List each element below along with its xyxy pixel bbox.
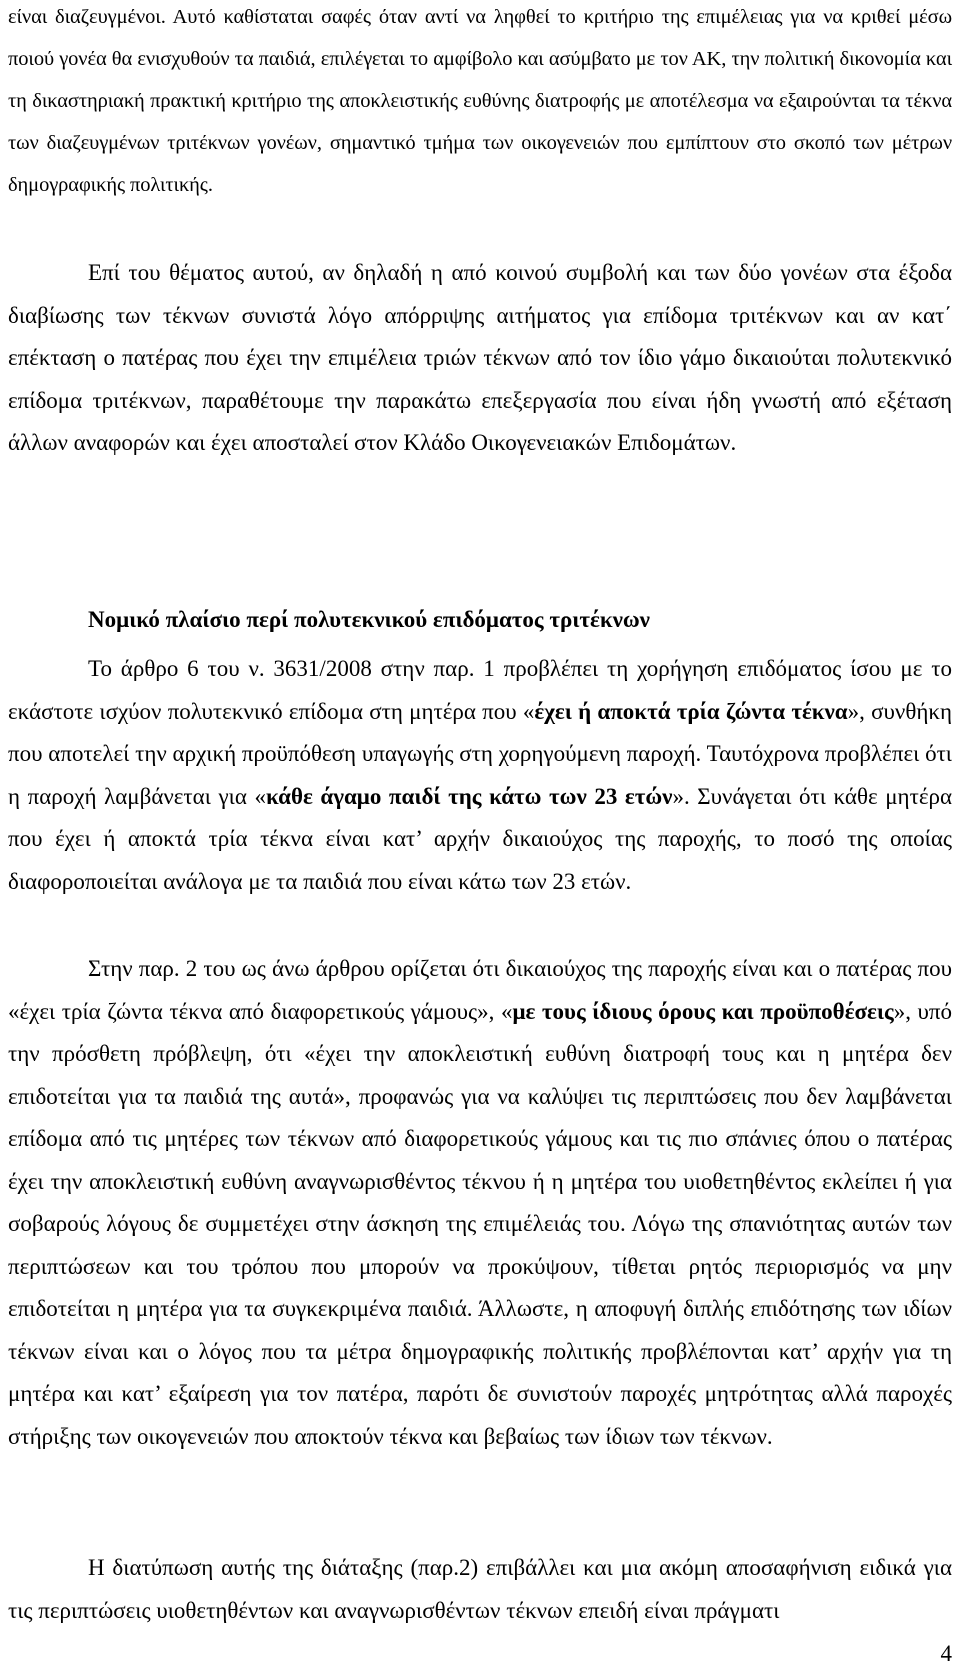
section-heading: Νομικό πλαίσιο περί πολυτεκνικού επιδόματος τριτέκνων — [88, 607, 650, 632]
paragraph-article-6-par-1 — [8, 648, 952, 903]
page-number: 4 — [940, 1641, 952, 1666]
text-run: ». Συνάγεται ότι κάθε μητέρα που έχει ή αποκτά τρία τέκνα είναι κατ’ αρχήν δικαιούχος της παροχής, το ποσό της οποίας διαφοροποιείται ανάλογα με τα παιδιά που είναι κάτω των 23 ετών. — [8, 783, 953, 894]
paragraph-child-support: Επί του θέματος αυτού, αν δηλαδή η από κοινού συμβολή και των δύο γονέων στα έξοδα διαβίωσης των τέκνων συνιστά λόγο απόρριψης αιτήματος για επίδομα τριτέκνων και αν κατ΄ επέκταση ο πατέρας που έχει την επιμέλεια τριών τέκνων από τον ίδιο γάμο δικαιούται πολυτεκνικό επίδομα τριτέκνων, παραθέτουμε την παρακάτω επεξεργασία που είναι ήδη γνωστή από εξέταση άλλων αναφορών και έχει αποσταλεί στον Κλάδο Οικογενειακών Επιδομάτων. — [8, 260, 952, 455]
paragraph-provision-wording: Η διατύπωση αυτής της διάταξης (παρ.2) επιβάλλει και μια ακόμη αποσαφήνιση ειδικά για τις περιπτώσεις υιοθετηθέντων και αναγνωρισθέντων τέκνων επειδή είναι πράγματι — [8, 1555, 952, 1623]
text-run: », συνθήκη που αποτελεί την αρχική προϋπόθεση υπαγωγής στη χορηγούμενη παροχή. Ταυτόχρονα προβλέπει ότι η παροχή λαμβάνεται για « — [8, 698, 952, 809]
text-run: », υπό την πρόσθετη πρόβλεψη, ότι «έχει την αποκλειστική ευθύνη διατροφή τους και η μητέρα δεν επιδοτείται για τα παιδιά της αυτά», προφανώς για να καλύψει τις περιπτώσεις που δεν λαμβάνεται επίδομα από τις μητέρες των τέκνων από διαφορετικούς γάμους και τις πιο σπάνιες όπου ο πατέρας έχει την αποκλειστική ευθύνη αναγνωρισθέντος τέκνου ή η μητέρα του υιοθετηθέντος εκλείπει ή για σοβαρούς λόγους δε συμμετέχει στην άσκηση της επιμέλειάς του. Λόγω της σπανιότητας αυτών των περιπτώσεων και του τρόπου που μπορούν να προκύψουν, τίθεται ρητός περιορισμός να μην επιδοτείται η μητέρα για τα συγκεκριμένα παιδιά. Άλλωστε, η αποφυγή διπλής επιδότησης των ιδίων τέκνων είναι και ο λόγος που τα μέτρα δημογραφικής πολιτικής προβλέπονται κατ’ αρχήν για τη μητέρα και κατ’ εξαίρεση για τον πατέρα, παρότι δε συνιστούν παροχές μητρότητας αλλά παροχές στήριξης των οικογενειών που αποκτούν τέκνα και βεβαίως των ίδιων των τέκνων. — [8, 998, 952, 1449]
paragraph-article-6-par-2 — [8, 948, 952, 1458]
bold-run: με τους ίδιους όρους και προϋποθέσεις — [512, 998, 894, 1024]
bold-run: έχει ή αποκτά τρία ζώντα τέκνα — [534, 698, 848, 724]
text-run: Στην παρ. 2 του ως άνω άρθρου ορίζεται ότι δικαιούχος της παροχής είναι και ο πατέρας που «έχει τρία ζώντα τέκνα από διαφορετικούς γάμους», « — [8, 956, 952, 1024]
paragraph-divorced-parents: είναι διαζευγμένοι. Αυτό καθίσταται σαφές όταν αντί να ληφθεί το κριτήριο της επιμέλειας για να κριθεί μέσω ποιού γονέα θα ενισχυθούν τα παιδιά, επιλέγεται το αμφίβολο και ασύμβατο με τον ΑΚ, την πολιτική δικονομία και τη δικαστηριακή πρακτική κριτήριο της αποκλειστικής ευθύνης διατροφής με αποτέλεσμα να εξαιρούνται τα τέκνα των διαζευγμένων τριτέκνων γονέων, σημαντικό τμήμα των οικογενειών που εμπίπτουν στο σκοπό των μέτρων δημογραφικής πολιτικής. — [8, 6, 952, 196]
bold-run: κάθε άγαμο παιδί της κάτω των 23 ετών — [266, 783, 673, 809]
text-run: Το άρθρο 6 του ν. 3631/2008 στην παρ. 1 προβλέπει τη χορήγηση επιδόματος ίσου με το εκάστοτε ισχύον πολυτεκνικό επίδομα στη μητέρα που « — [8, 656, 952, 724]
